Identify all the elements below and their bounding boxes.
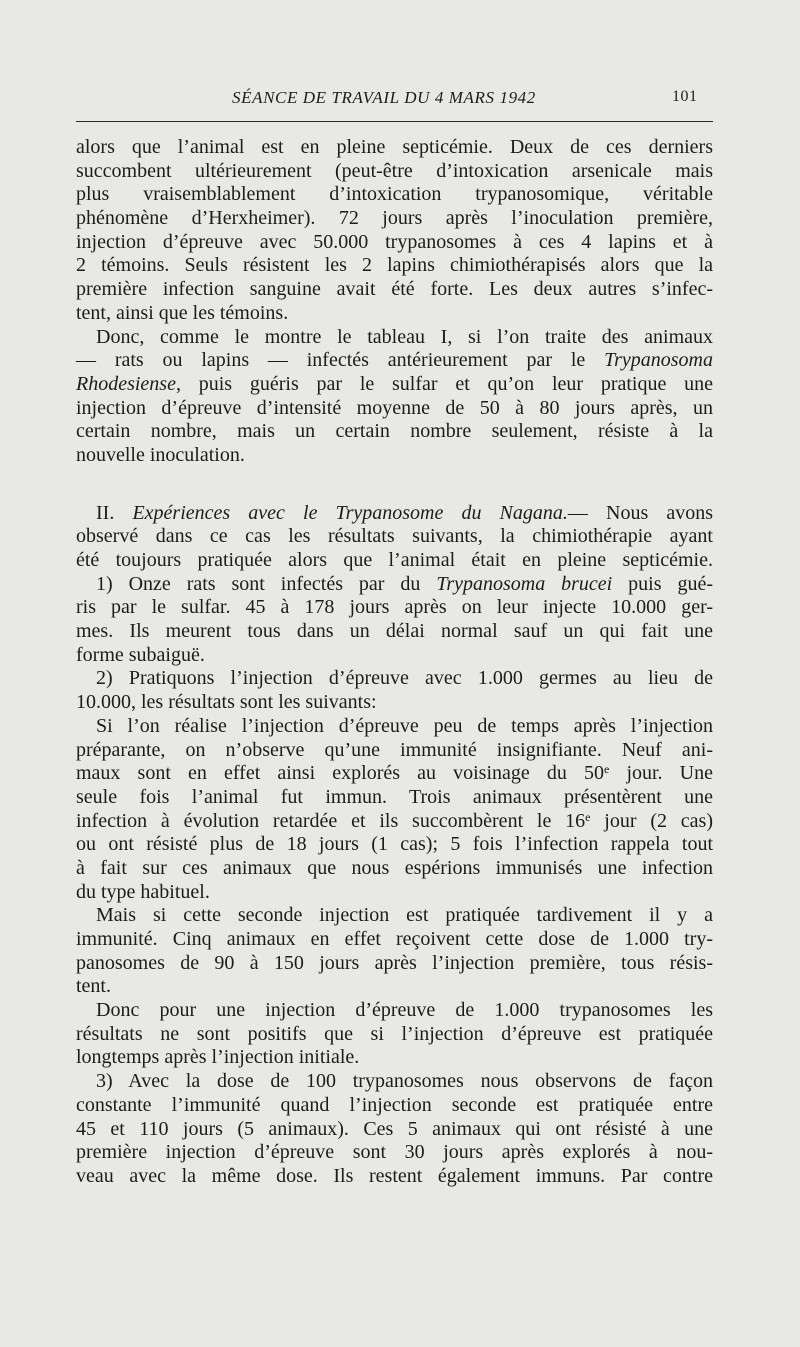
text-line: phénomène d’Herxheimer). 72 jours après l’inoculation première, bbox=[76, 207, 713, 230]
text-line: certain nombre, mais un certain nombre seulement, résiste à la bbox=[76, 420, 713, 443]
text-line: première injection d’épreuve sont 30 jours après explorés à nou- bbox=[76, 1141, 713, 1164]
running-head bbox=[0, 88, 800, 118]
text-line: mes. Ils meurent tous dans un délai normal sauf un qui fait une bbox=[76, 620, 713, 643]
text-span: — rats ou lapins — infectés antérieurement par le bbox=[76, 349, 605, 372]
text-span: jour (2 cas) bbox=[590, 809, 713, 832]
section-gap bbox=[76, 468, 713, 502]
italic-species-name: Trypanosoma brucei bbox=[436, 572, 613, 595]
text-line: été toujours pratiquée alors que l’animal était en pleine septicémie. bbox=[76, 549, 713, 571]
text-line: injection d’épreuve d’intensité moyenne de 50 à 80 jours après, un bbox=[76, 396, 713, 419]
text-span: maux sont en effet ainsi explorés au voisinage du 50 bbox=[76, 762, 604, 785]
text-span: puis gué- bbox=[612, 572, 713, 595]
text-line: Donc pour une injection d’épreuve de 1.000 trypanosomes les bbox=[96, 999, 713, 1022]
text-line: succombent ultérieurement (peut-être d’intoxication arsenicale mais bbox=[76, 159, 713, 182]
text-line: plus vraisemblablement d’intoxication trypanosomique, véritable bbox=[76, 183, 713, 206]
text-line bbox=[76, 373, 713, 397]
text-line: longtemps après l’injection initiale. bbox=[76, 1046, 360, 1069]
text-line: seule fois l’animal fut immun. Trois animaux présentèrent une bbox=[76, 785, 713, 808]
text-line: tent. bbox=[76, 975, 111, 998]
text-span: jour. Une bbox=[609, 762, 713, 785]
text-span: — Nous avons bbox=[567, 501, 713, 524]
text-line: ris par le sulfar. 45 à 178 jours après on leur injecte 10.000 ger- bbox=[76, 596, 713, 619]
text-span: infection à évolution retardée et ils succombèrent le 16 bbox=[76, 809, 586, 832]
text-line bbox=[76, 810, 713, 834]
section-title: Expériences avec le Trypanosome du Nagana. bbox=[132, 501, 568, 524]
text-line: résultats ne sont positifs que si l’injection d’épreuve est pratiquée bbox=[76, 1022, 713, 1045]
section-number: II. bbox=[96, 501, 133, 524]
text-line bbox=[76, 349, 713, 373]
text-line: immunité. Cinq animaux en effet reçoivent cette dose de 1.000 try- bbox=[76, 928, 713, 950]
text-line: Si l’on réalise l’injection d’épreuve peu de temps après l’injection bbox=[96, 714, 713, 737]
text-line: Donc, comme le montre le tableau I, si l’on traite des animaux bbox=[96, 325, 713, 348]
text-line: constante l’immunité quand l’injection seconde est pratiquée entre bbox=[76, 1093, 713, 1116]
body-text bbox=[76, 136, 713, 1189]
text-line: Mais si cette seconde injection est pratiquée tardivement il y a bbox=[96, 904, 713, 927]
text-line: tent, ainsi que les témoins. bbox=[76, 301, 289, 324]
text-line: ou ont résisté plus de 18 jours (1 cas); 5 fois l’infection rappela tout bbox=[76, 833, 713, 856]
text-line: à fait sur ces animaux que nous espérions immunisés une infection bbox=[76, 856, 713, 879]
text-line: préparante, on n’observe qu’une immunité insignifiante. Neuf ani- bbox=[76, 738, 713, 761]
text-line: alors que l’animal est en pleine septicémie. Deux de ces derniers bbox=[76, 136, 713, 158]
text-line: première infection sanguine avait été forte. Les deux autres s’infec- bbox=[76, 278, 713, 301]
text-line: panosomes de 90 à 150 jours après l’injection première, tous résis- bbox=[76, 951, 713, 974]
superscript: e bbox=[604, 762, 610, 777]
italic-species-name: Trypanosoma bbox=[604, 349, 713, 372]
text-span: 1) Onze rats sont infectés par du bbox=[96, 572, 437, 595]
italic-species-name: Rhodesiense bbox=[76, 372, 176, 395]
text-line: 45 et 110 jours (5 animaux). Ces 5 animaux qui ont résisté à une bbox=[76, 1117, 713, 1140]
text-line: nouvelle inoculation. bbox=[76, 443, 245, 466]
text-line: observé dans ce cas les résultats suivants, la chimiothérapie ayant bbox=[76, 525, 713, 548]
text-span: , puis guéris par le sulfar et qu’on leur pratique une bbox=[175, 372, 713, 395]
text-line: 2) Pratiquons l’injection d’épreuve avec 1.000 germes au lieu de bbox=[96, 667, 713, 690]
page-number: 101 bbox=[672, 88, 698, 105]
text-line bbox=[76, 762, 713, 786]
text-line: du type habituel. bbox=[76, 880, 210, 903]
section-heading-line bbox=[76, 502, 713, 526]
text-line: 3) Avec la dose de 100 trypanosomes nous observons de façon bbox=[96, 1070, 713, 1093]
text-line: veau avec la même dose. Ils restent également immuns. Par contre bbox=[76, 1164, 713, 1187]
superscript: e bbox=[585, 809, 591, 824]
text-line bbox=[76, 573, 713, 597]
running-title: SÉANCE DE TRAVAIL DU 4 MARS 1942 bbox=[232, 88, 536, 107]
header-rule bbox=[76, 121, 713, 122]
text-line: 10.000, les résultats sont les suivants: bbox=[76, 691, 377, 714]
text-line: 2 témoins. Seuls résistent les 2 lapins chimiothérapisés alors que la bbox=[76, 254, 713, 277]
text-line: injection d’épreuve avec 50.000 trypanosomes à ces 4 lapins et à bbox=[76, 230, 713, 253]
text-line: forme subaiguë. bbox=[76, 643, 205, 666]
